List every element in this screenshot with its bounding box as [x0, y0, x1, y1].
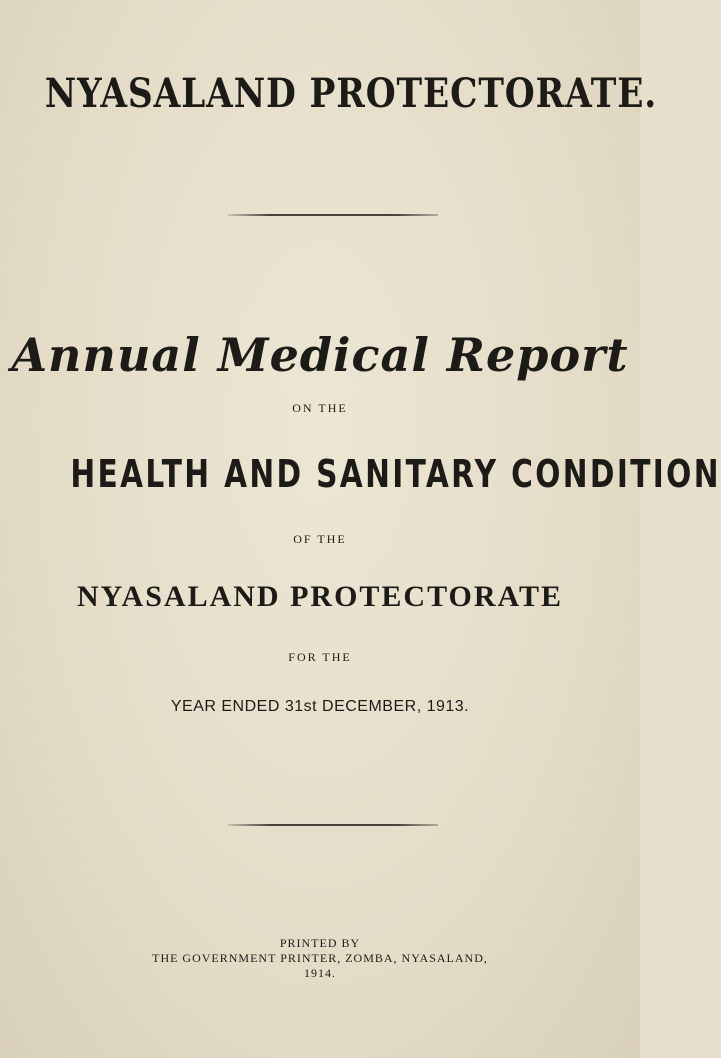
decorative-rule-bottom: [228, 824, 438, 826]
decorative-rule-top: [228, 214, 438, 216]
report-period: YEAR ENDED 31st DECEMBER, 1913.: [170, 698, 470, 715]
for-the-label: FOR THE: [288, 650, 352, 664]
of-the-label: OF THE: [293, 532, 347, 546]
page-title: NYASALAND PROTECTORATE.: [44, 70, 658, 117]
territory-name: NYASALAND PROTECTORATE: [76, 580, 564, 613]
imprint-year: 1914.: [304, 966, 336, 980]
imprint-printed-by: PRINTED BY: [279, 936, 361, 950]
imprint-printer: THE GOVERNMENT PRINTER, ZOMBA, NYASALAND,: [152, 951, 488, 965]
on-the-label: ON THE: [292, 401, 348, 415]
report-title: Annual Medical Report: [11, 328, 629, 382]
report-subject: HEALTH AND SANITARY CONDITION: [70, 452, 721, 496]
